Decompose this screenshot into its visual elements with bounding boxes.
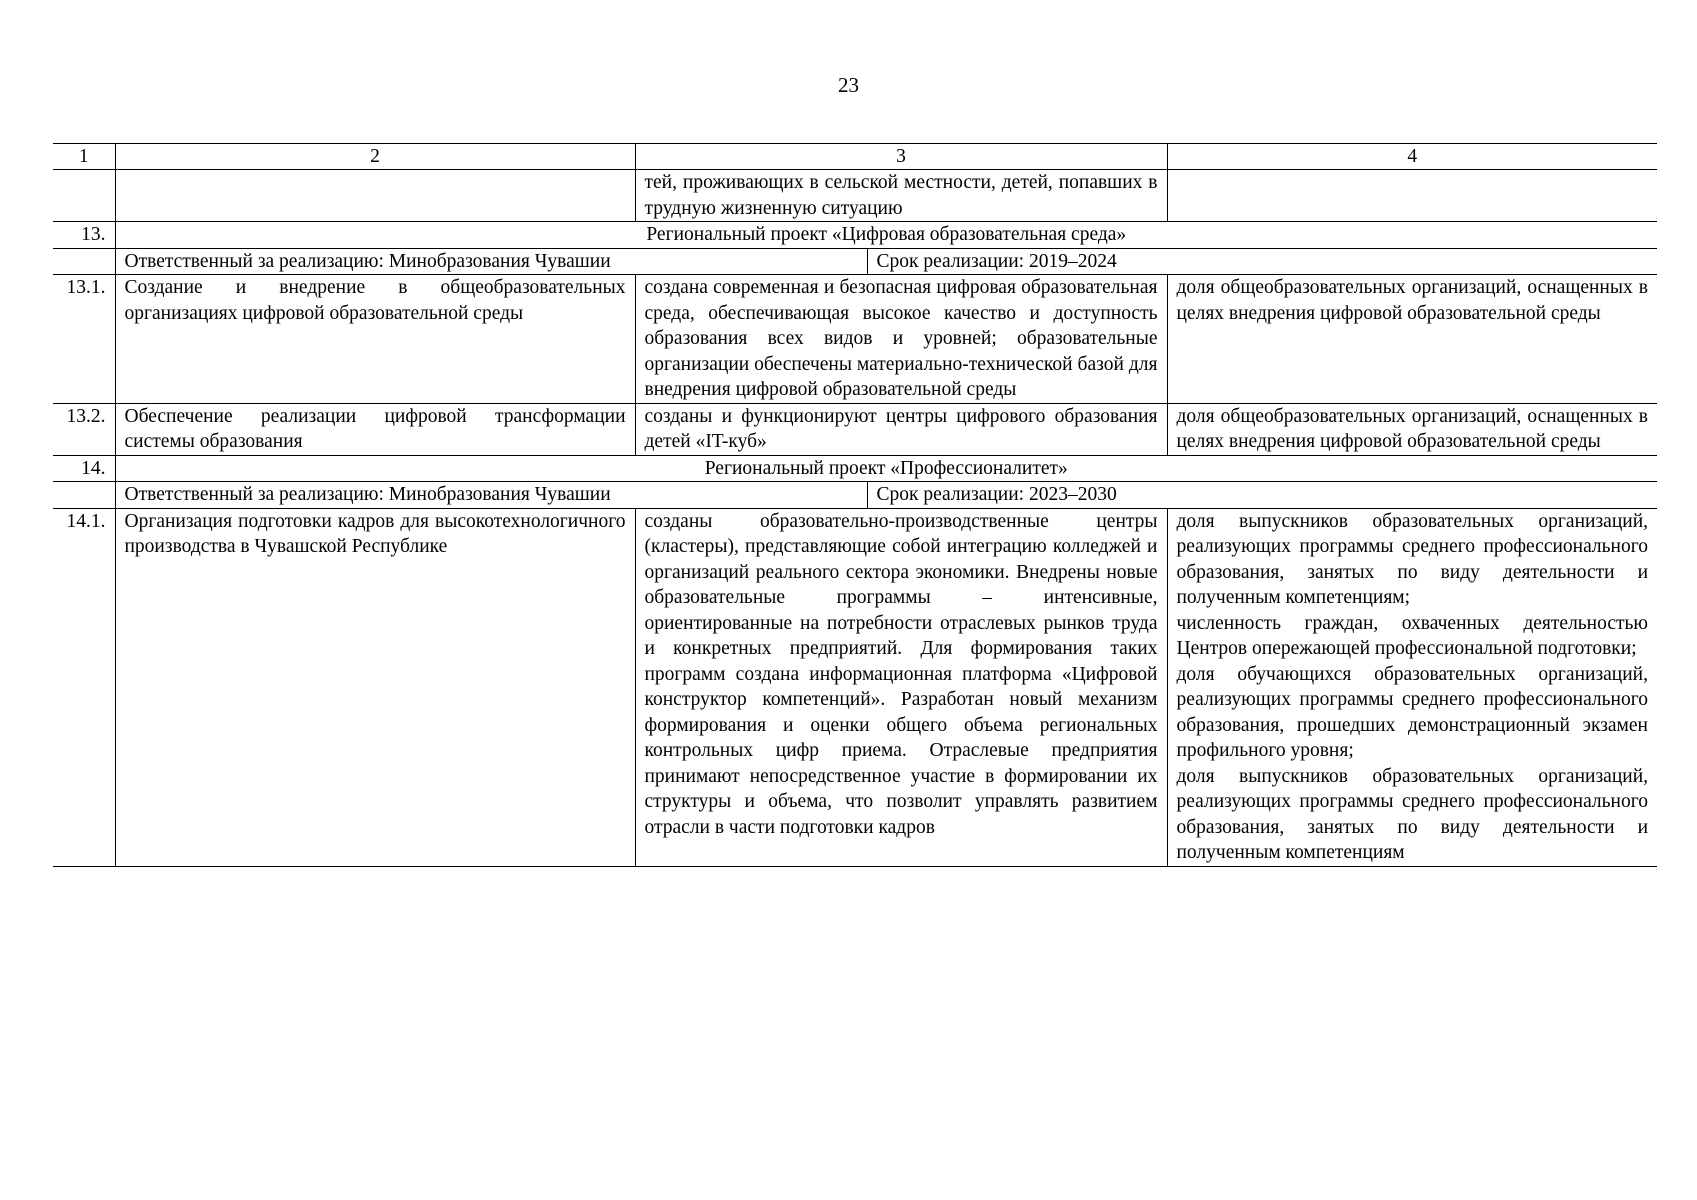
continuation-row xyxy=(53,170,1657,222)
project-13-responsible: Ответственный за реализацию: Минобразования Чувашии xyxy=(115,248,867,275)
project-13-period: Срок реализации: 2019–2024 xyxy=(867,248,1657,275)
table-row xyxy=(53,508,1657,866)
column-number-3: 3 xyxy=(635,144,1167,170)
column-number-1: 1 xyxy=(53,144,115,170)
table-row xyxy=(53,403,1657,455)
indicator-cell xyxy=(1167,508,1657,866)
task-cell: Организация подготовки кадров для высокотехнологичного производства в Чувашской Республике xyxy=(115,508,635,866)
project-14-responsible: Ответственный за реализацию: Минобразования Чувашии xyxy=(115,482,867,509)
indicator-item: доля выпускников образовательных организаций, реализующих программы среднего профессионального образования, занятых по виду деятельности и полученным компетенциям xyxy=(1176,765,1648,863)
result-cell: создана современная и безопасная цифровая образовательная среда, обеспечивающая высокое качество и доступность образования всех видов и уровней; образовательные организации обеспечены материально-технической базой для внедрения цифровой образовательной среды xyxy=(635,275,1167,404)
continuation-result: тей, проживающих в сельской местности, детей, попавших в трудную жизненную ситуацию xyxy=(635,170,1167,222)
indicator-cell: доля общеобразовательных организаций, оснащенных в целях внедрения цифровой образовательной среды xyxy=(1167,403,1657,455)
project-14-period: Срок реализации: 2023–2030 xyxy=(867,482,1657,509)
project-14-title: Региональный проект «Профессионалитет» xyxy=(115,455,1657,482)
column-numbers-row xyxy=(53,144,1657,170)
row-number: 13.2. xyxy=(53,403,115,455)
result-cell: созданы образовательно-производственные центры (кластеры), представляющие собой интеграцию колледжей и организаций реального сектора экономики. Внедрены новые образовательные программы – интенсивные, ориентированные на потребности отраслевых рынков труда и конкретных предприятий. Для формирования таких программ создана информационная платформа «Цифровой конструктор компетенций». Разработан новый механизм формирования и оценки общего объема региональных контрольных цифр приема. Отраслевые предприятия принимают непосредственное участие в формировании их структуры и объема, что позволит управлять развитием отрасли в части подготовки кадров xyxy=(635,508,1167,866)
column-number-2: 2 xyxy=(115,144,635,170)
indicator-item: доля выпускников образовательных организаций, реализующих программы среднего профессионального образования, занятых по виду деятельности и полученным компетенциям; xyxy=(1176,510,1648,608)
measures-table xyxy=(53,143,1657,867)
task-cell: Обеспечение реализации цифровой трансформации системы образования xyxy=(115,403,635,455)
indicator-item: численность граждан, охваченных деятельностью Центров опережающей профессиональной подготовки; xyxy=(1176,612,1648,659)
row-number: 14.1. xyxy=(53,508,115,866)
result-cell: созданы и функционируют центры цифрового образования детей «IT-куб» xyxy=(635,403,1167,455)
task-cell: Создание и внедрение в общеобразовательных организациях цифровой образовательной среды xyxy=(115,275,635,404)
column-number-4: 4 xyxy=(1167,144,1657,170)
page-number: 23 xyxy=(838,73,859,97)
project-13-meta-row xyxy=(53,248,1657,275)
indicator-cell: доля общеобразовательных организаций, оснащенных в целях внедрения цифровой образовательной среды xyxy=(1167,275,1657,404)
table-row xyxy=(53,275,1657,404)
project-13-title: Региональный проект «Цифровая образовательная среда» xyxy=(115,222,1657,249)
project-13-title-row xyxy=(53,222,1657,249)
project-14-number: 14. xyxy=(53,455,115,482)
project-13-number: 13. xyxy=(53,222,115,249)
project-14-title-row xyxy=(53,455,1657,482)
project-14-meta-row xyxy=(53,482,1657,509)
indicator-item: доля обучающихся образовательных организаций, реализующих программы среднего профессионального образования, прошедших демонстрационный экзамен профильного уровня; xyxy=(1176,663,1648,761)
row-number: 13.1. xyxy=(53,275,115,404)
